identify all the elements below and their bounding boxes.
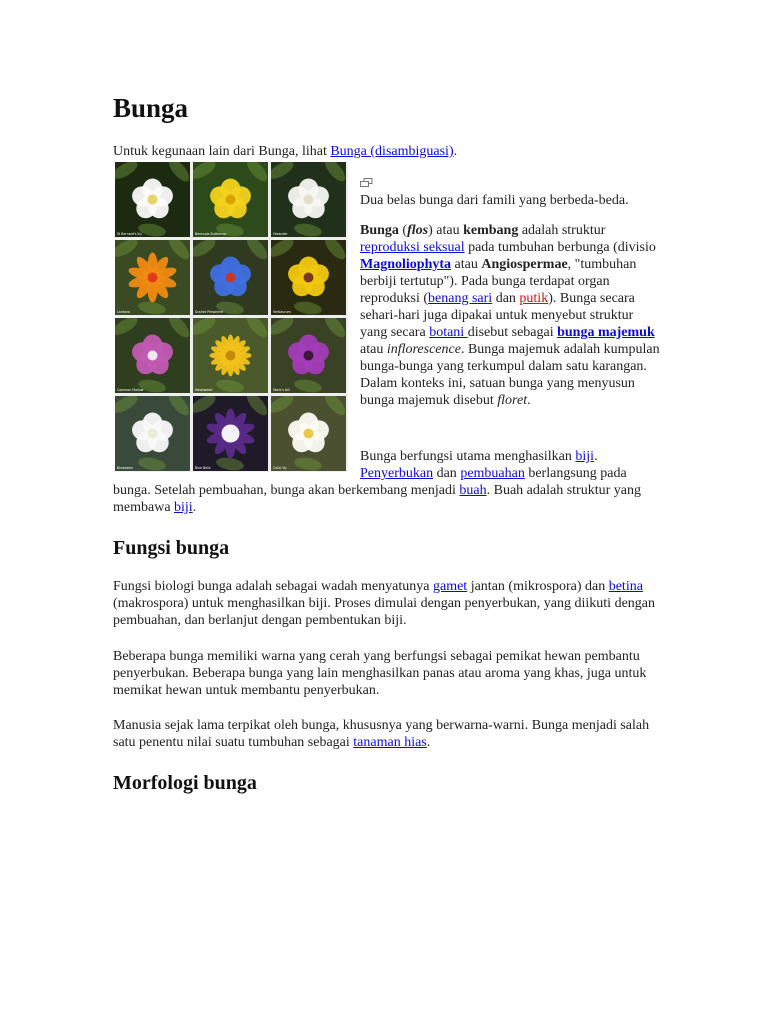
term-angiospermae: Angiospermae [481,257,568,272]
flower-photo-label: Blue Bells [195,466,211,470]
link-bunga-majemuk[interactable]: bunga majemuk [557,325,655,340]
text: , "tumbuhan berbiji tertutup"). Pada bunga terdapat organ reproduksi ( [360,257,637,306]
hatnote-text: Untuk kegunaan lain dari Bunga, lihat [113,144,331,159]
flower-photo [193,162,268,237]
link-biji[interactable]: biji [174,500,193,515]
term-kembang: kembang [463,223,519,238]
flower-photo-label: Stork's bill [273,388,290,392]
heading-morfologi-bunga: Morfologi bunga [113,772,257,794]
text: . Buah adalah struktur yang membawa [113,483,641,515]
caption-text: Dua belas bunga dari famili yang berbeda-beda. [360,193,629,208]
text: dan [433,466,461,481]
flower-photo [115,162,190,237]
flower-photo-label: St Bernard's lily [117,232,143,236]
flower-photo [271,162,346,237]
link-buah[interactable]: buah [459,483,487,498]
flower-photo [271,240,346,315]
flower-photo [193,396,268,471]
flower-photo-label: Bermuda Buttercup [195,232,227,236]
flower-photo-label: Hawkweed [195,388,213,392]
hatnote-suffix: . [453,144,458,159]
link-benang-sari[interactable]: benang sari [428,291,493,306]
flower-gallery-image[interactable] [115,162,348,472]
text: . Bunga majemuk adalah kumpulan bunga-bunga yang terkumpul dalam satu karangan. Dalam konteks ini, satuan bunga yang menyusun bunga majemuk disebut [360,342,660,408]
hatnote [113,143,658,160]
text: (makrospora) untuk menghasilkan biji. Proses dimulai dengan penyerbukan, yang diikuti dengan pembuahan, dan berlanjut dengan pembentukan biji. [113,596,655,628]
flower-photo-label: Verbascum [273,310,291,314]
intro-paragraph [360,222,660,409]
flower-photo [271,318,346,393]
text: dan [492,291,520,306]
text: ( [398,223,408,238]
text: Manusia sejak lama terpikat oleh bunga, khususnya yang berwarna-warni. Bunga menjadi salah satu penentu nilai suatu tumbuhan sebagai [113,718,650,750]
flower-photo-label: Bindweed [117,466,133,470]
term-bunga: Bunga [360,223,399,238]
text: . [426,735,431,750]
flower-photo-label: Common Mallow [117,388,144,392]
link-tanaman-hias[interactable]: tanaman hias [353,735,427,750]
text: . [527,393,531,408]
text: disebut sebagai [467,325,558,340]
text: bunga. Setelah pembuahan, bunga akan berkembang menjadi [113,483,460,498]
flower-photo-label: Oleander [273,232,288,236]
function-paragraph-top [360,448,660,482]
text: Fungsi biologi bunga adalah sebagai wadah menyatunya [113,579,433,594]
heading-fungsi-bunga: Fungsi bunga [113,537,230,559]
flower-photo [115,318,190,393]
magnify-icon[interactable] [360,175,373,184]
text: Bunga berfungsi utama menghasilkan [360,449,576,464]
flower-photo [193,240,268,315]
flower-photo [115,396,190,471]
link-biji[interactable]: biji [575,449,595,464]
link-putik[interactable]: putik [519,291,549,306]
flower-photo [193,318,268,393]
page-title: Bunga [113,93,189,123]
text: . [594,449,598,464]
flower-photo-label: Calla lily [273,466,287,470]
fungsi-paragraph-1 [113,578,658,629]
link-magnoliophyta[interactable]: Magnoliophyta [360,257,452,272]
term-floret: floret [497,393,528,408]
flower-photo [115,240,190,315]
text: atau [360,342,387,357]
text: adalah struktur [518,223,606,238]
text: pada tumbuhan berbunga (divisio [464,240,656,255]
function-paragraph-bottom [113,482,658,516]
gallery-caption [360,175,660,209]
flower-photo-label: Scarlet Pimpernel [195,310,224,314]
link-pembuahan[interactable]: pembuahan [460,466,525,481]
link-penyerbukan[interactable]: Penyerbukan [360,466,434,481]
link-reproduksi-seksual[interactable]: reproduksi seksual [360,240,465,255]
fungsi-paragraph-3 [113,717,658,751]
flower-photo-label: Lantana [117,310,130,314]
link-gamet[interactable]: gamet [432,579,468,594]
text: atau [451,257,482,272]
fungsi-paragraph-2: Beberapa bunga memiliki warna yang cerah yang berfungsi sebagai pemikat hewan pembantu penyerbukan. Beberapa bunga yang lain menghasilkan panas atau aroma yang khas, juga untuk memikat hewan untuk membantu penyerbukan. [113,649,647,698]
text: jantan (mikrospora) dan [467,579,609,594]
term-inflorescence: inflorescence [386,342,461,357]
term-flos: flos [407,223,429,238]
link-botani[interactable]: botani [429,325,468,340]
flower-photo [271,396,346,471]
text: ) atau [428,223,464,238]
link-bunga-disambiguasi[interactable]: Bunga (disambiguasi) [330,144,454,159]
link-betina[interactable]: betina [608,579,643,594]
text: berlangsung pada [524,466,627,481]
text: ). Bunga secara sehari-hari juga dipakai untuk menyebut struktur yang secara [360,291,635,340]
text: . [192,500,197,515]
